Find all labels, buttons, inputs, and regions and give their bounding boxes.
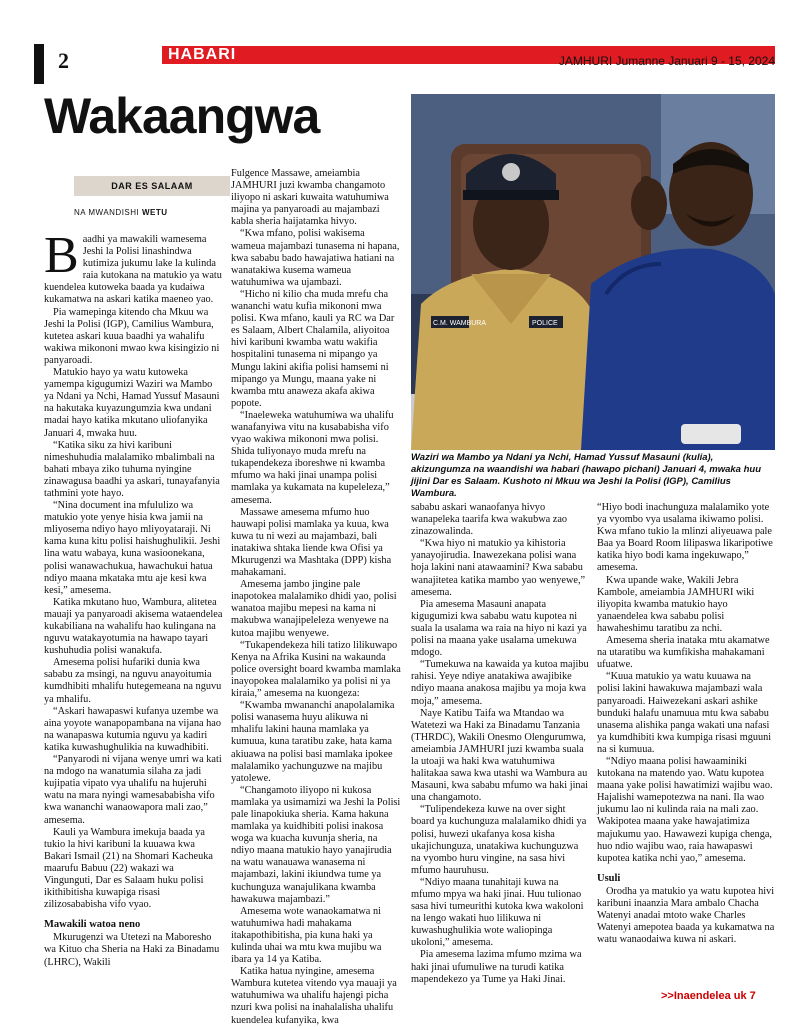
col2-p8: “Kwamba mwananchi anapolalamika polisi wanasema huyu alikuwa ni mhalifu lakini hauna mamlaka ya kumuua, kuna taratibu zake, hata kama akiuawa na polisi basi mamlaka ipokee malalamiko yachunguzwe na majibu yatolewe. bbox=[231, 700, 395, 784]
col2-p6: Amesema jambo jingine pale inapotokea malalamiko dhidi yao, polisi wanatoa majibu mepesi na kama ni makubwa wanajipeleleza wenyewe na kutoa majibu wenyewe. bbox=[231, 579, 397, 639]
col4-p2: Kwa upande wake, Wakili Jebra Kambole, ameiambia JAMHURI wiki iliyopita kwamba matukio hayo yanaendelea kwa sababu polisi hawaheshimu taratibu za nchi. bbox=[597, 574, 755, 634]
col2-p3: “Hicho ni kilio cha muda mrefu cha wananchi watu kufia mikononi mwa polisi. Kwa mfano, kauli ya RC wa Dar es Salaam, Albert Chalamila, aliyoitoa hivi karibuni kwamba watu wakifia hospitalini tunasema ni mipango ya Mungu lakini akifia polisi hamsemi ni mipango ya Mungu, maana yake ni kwamba mtu anaweza akafa akiwa popote. bbox=[231, 288, 395, 409]
col2-p1: Fulgence Massawe, ameiambia JAMHURI juzi kwamba changamoto iliyopo ni askari kuwaita watuhumiwa majina ya panyaroadi au majambazi kabla sheria haijatamka hivyo. bbox=[231, 168, 389, 228]
col2-p7: “Tukapendekeza hili tatizo lilikuwapo Kenya na Afrika Kusini na wakaunda police oversight board kwamba mamlaka inayopokea malalamiko ya polisi ni ya kiraia,” amesema na kuongeza: bbox=[231, 639, 401, 700]
col3-p6: “Tulipendekeza kuwe na over sight board ya kuchunguza malalamiko dhidi ya polisi, huwezi ukafanya kosa kisha ukajichunguza, unatakiwa kuchunguzwa na vyombo huru vingine, na sasa hivi mfumo hauruhusu. bbox=[411, 804, 587, 876]
article-column-1 bbox=[44, 227, 224, 969]
subhead-mawakili: Mawakili watoa neno bbox=[44, 919, 141, 931]
col2-p5: Massawe amesema mfumo huo hauwapi polisi mamlaka ya kuua, kwa kuwa tu ni wezi au majambazi, bali inatakiwa shtaka liende kwa Ofisi ya Mkurugenzi wa Mashtaka (DPP) kisha mahakamani. bbox=[231, 506, 392, 579]
col4-p4: “Kuua matukio ya watu kuuawa na polisi lakini hawakuwa majambazi wala panyaroadi. Haiwezekani askari ashike bunduki halafu unamuua mtu kwa sababu unasema alishika panga wakati una nafasi ya kumdhibiti kwa kumpiga risasi mguuni na si kumuua. bbox=[597, 671, 772, 755]
byline-prefix: NA MWANDISHI bbox=[74, 208, 140, 217]
col1-p7: Amesema polisi hufariki dunia kwa sababu za msingi, na nguvu anayoitumia kumdhibiti mhalifu hutegemeana na nguvu ya mhalifu. bbox=[44, 657, 222, 705]
col2-p11: Katika hatua nyingine, amesema Wambura kutetea vitendo vya mauaji ya watuhumiwa wa uhalifu hajengi picha nzuri kwa polisi na inahalalisha uhalifu kuendelea kufanyika, kwa bbox=[231, 966, 397, 1026]
col1-p4: “Katika siku za hivi karibuni nimeshuhudia malalamiko mbalimbali na bahati mbaya ziko tuhuma nyingine zinawagusa baadhi ya askari, tunayafanyia tathmini yote hayo. bbox=[44, 439, 220, 499]
col3-p4: “Tumekuwa na kawaida ya kutoa majibu rahisi. Yeye ndiye anatakiwa awajibike ndiyo maana anakosa majibu ya moja kwa moja,” amesema. bbox=[411, 659, 589, 707]
col1-p5: “Nina document ina mfululizo wa matukio yote yenye hisia kwa jamii na mliyosema ndiyo hayo mliyoyataraji. Ni kama kuna kitu polisi haishughulikii. Jeshi lina watu wabaya, kuna wasioonekana, polisi wanawachukua, hawachukui hatua ndiyo maana mkataka mtu aje kesi kwa kesi,” amesema. bbox=[44, 500, 221, 596]
col4-p6: Orodha ya matukio ya watu kupotea hivi karibuni inaanzia Mara ambalo Chacha Watenyi anadai mtoto wake Charles Watenyi amepotea baada ya kukamatwa na watu wanaodaiwa kuwa ni askari. bbox=[597, 885, 775, 946]
photo-caption: Waziri wa Mambo ya Ndani ya Nchi, Hamad Yussuf Masauni (kulia), akizungumza na waandishi wa habari (hawapo pichani) Januari 4, mwaka huu jijini Dar es Salaam. Kushoto ni Mkuu wa Jeshi la Polisi (IGP), Camilius Wambura. bbox=[411, 452, 761, 499]
col1-p11: Mkurugenzi wa Utetezi na Maboresho wa Kituo cha Sheria na Haki za Binadamu (LHRC), Wakili bbox=[44, 932, 220, 968]
col3-p3: Pia amesema Masauni anapata kigugumizi kwa sababu watu kupotea ni suala la usalama wa raia na hiyo ni kazi ya polisi na maana yake usalama umekuwa mdogo. bbox=[411, 598, 587, 659]
col1-p2: Pia wamepinga kitendo cha Mkuu wa Jeshi la Polisi (IGP), Camilius Wambura, kutetea askari kuua baadhi ya wahalifu wakiwa mikononi mwao kwa kisingizio ni panyaroadi. bbox=[44, 306, 220, 366]
col3-p2: “Kwa hiyo ni matukio ya kihistoria yanayojirudia. Inawezekana polisi wana hoja lakini nani atawaamini? Kwa sababu wanajitetea katika mambo yao wenyewe,” amesema. bbox=[411, 538, 586, 598]
issue-meta: JAMHURI Jumanne Januari 9 - 15, 2024 bbox=[558, 54, 775, 68]
col4-p3: Amesema sheria inataka mtu akamatwe na utaratibu wa kumfikisha mahakamani ufuatwe. bbox=[597, 635, 770, 671]
col1-p6: Katika mkutano huo, Wambura, alitetea mauaji ya panyaroadi akisema wataendelea kukabiliana na wahalifu hao kulingana na nguvu watakayotumia na hawapo tayari kushuhudia polisi wanakufa. bbox=[44, 596, 223, 657]
col2-p4: “Inaeleweka watuhumiwa wa uhalifu wanafanyiwa vitu na kusababisha vifo vyao wakiwa mikononi mwa polisi. Shida tuliyonayo muda mrefu na tukapendekeza iboreshwe ni kwamba mfumo wa haki jinai unampa polisi mamlaka ya kukamata na kupeleleza,” amesema. bbox=[231, 409, 394, 506]
col2-p2: “Kwa mfano, polisi wakisema wameua majambazi tunasema ni hapana, kwa sababu bado hawajatiwa hatiani na wanatakiwa kusema wameua watuhumiwa wa ujambazi. bbox=[231, 228, 400, 288]
col3-p7: “Ndiyo maana tunahitaji kuwa na mfumo mpya wa haki jinai. Huu tulionao sasa hivi tumeurithi kutoka kwa wakoloni na lengo wakati huo lilikuwa ni kuwashughulikia wote waliopinga ukoloni,” amesema. bbox=[411, 876, 584, 949]
continued-link[interactable]: >>Inaendelea uk 7 bbox=[661, 990, 756, 1002]
col3-p8: Pia amesema lazima mfumo mzima wa haki jinai ufumuliwe na turudi katika mapendekezo ya Tume ya Haki Jinai. bbox=[411, 949, 582, 985]
drop-cap: B bbox=[44, 227, 79, 284]
article-column-2 bbox=[231, 168, 401, 1027]
col2-p10: Amesema wote wanaokamatwa ni watuhumiwa hadi mahakama itakapothibitisha, pia kuna haki ya kulinda uhai wa mtu kwa mujibu wa ibara ya 14 ya Katiba. bbox=[231, 905, 382, 966]
badge-text: POLICE bbox=[532, 320, 558, 327]
section-label: HABARI bbox=[162, 46, 296, 64]
news-photo bbox=[411, 94, 775, 450]
col1-p1: aadhi ya mawakili wamesema Jeshi la Polisi linashindwa kutimiza jukumu lake la kulinda raia kutokana na matukio ya watu kuendelea kutoweka baada ya kudaiwa kukamatwa na askari katika maeneo yao. bbox=[44, 234, 222, 306]
article-column-3 bbox=[411, 502, 589, 986]
headline: Wakaangwa bbox=[44, 88, 320, 144]
col1-p3: Matukio hayo ya watu kutoweka yamempa kigugumizi Waziri wa Mambo ya Ndani ya Nchi, Hamad Yussuf Masauni na hakutaka kuyazungumzia kwa undani madai hayo katika mkutano uliofanyika Januari 4, mwaka huu. bbox=[44, 367, 220, 439]
subhead-usuli: Usuli bbox=[597, 872, 621, 884]
col1-p9: “Panyarodi ni vijana wenye umri wa kati na mdogo na wanatumia silaha za jadi kujipatia vipato vya uhalifu na hujeruhi watu na mara nyingi wamesababisha vifo kwa wananchi wanaowapora mali zao,” amesema. bbox=[44, 754, 222, 826]
col4-p1: “Hiyo bodi inachunguza malalamiko yote ya vyombo vya usalama ikiwamo polisi. Kwa mfano tukio la mlinzi aliyeuawa pale Baa ya Board Room lilipaswa likaripotiwe katika hiyo bodi kama ingekuwapo,” amesema. bbox=[597, 502, 773, 574]
col4-p5: “Ndiyo maana polisi hawaaminiki kutokana na matendo yao. Watu kupotea maana yake polisi hawatimizi wajibu wao. Hajalishi wamepotezwa na nani. Ila wao jukumu lao ni kulinda raia na mali zao. Wakipotea maana yake hawajatimiza majukumu yao. Hawawezi kupiga chenga, huo ndio wajibu wao, raia hawapaswi kupotea katika nchi yao,” amesema. bbox=[597, 755, 773, 864]
page-header bbox=[34, 44, 775, 84]
col1-p8: “Askari hawapaswi kufanya uzembe wa aina yoyote wanapopambana na vijana hao na wanapaswa kutumia nguvu ya kadiri katika kuwashughulikia na kuwadhibiti. bbox=[44, 705, 221, 753]
col1-p10: Kauli ya Wambura imekuja baada ya tukio la hivi karibuni la kuuawa kwa Bakari Ismail (21) na Shomari Kacheuka maarufu Babuu (22) wakazi wa Vingunguti, Dar es Salaam huku polisi ikithibitisha kuwapiga risasi zilizosababisha vifo vyao. bbox=[44, 826, 213, 911]
col2-p9: “Changamoto iliyopo ni kukosa mamlaka ya usimamizi wa Jeshi la Polisi pale linapokiuka sheria. Kama hakuna mamlaka ya kuidhibiti polisi inakosa woga wa kuacha kuvunja sheria, na ndiyo maana matukio hayo yanajirudia na watu wanauawa wanasema ni majambazi, lakini ikiundwa tume ya kuchunguza wanajulikana kwamba hawakuwa majambazi.” bbox=[231, 784, 401, 905]
col3-p1: sababu askari wanaofanya hivyo wanapeleka taarifa kwa wakubwa zao zinazowalinda. bbox=[411, 502, 568, 538]
article-column-4 bbox=[597, 502, 775, 946]
byline-name: WETU bbox=[142, 208, 168, 217]
col3-p5: Naye Katibu Taifa wa Mtandao wa Watetezi wa Haki za Binadamu Tanzania (THRDC), Wakili Onesmo Olengurumwa, ameiambia JAMHURI juzi kwamba suala la utoaji wa haki kwa watuhumiwa halitakaa sawa kwa utashi wa Wambura au Masauni, kwa sababu mfumo wa haki jinai una changamoto. bbox=[411, 707, 589, 804]
dateline: DAR ES SALAAM bbox=[74, 176, 230, 196]
page-number: 2 bbox=[58, 48, 69, 73]
name-tag-text: C.M. WAMBURA bbox=[433, 320, 487, 327]
photo-illustration bbox=[411, 94, 775, 450]
header-accent-bar bbox=[34, 44, 44, 84]
